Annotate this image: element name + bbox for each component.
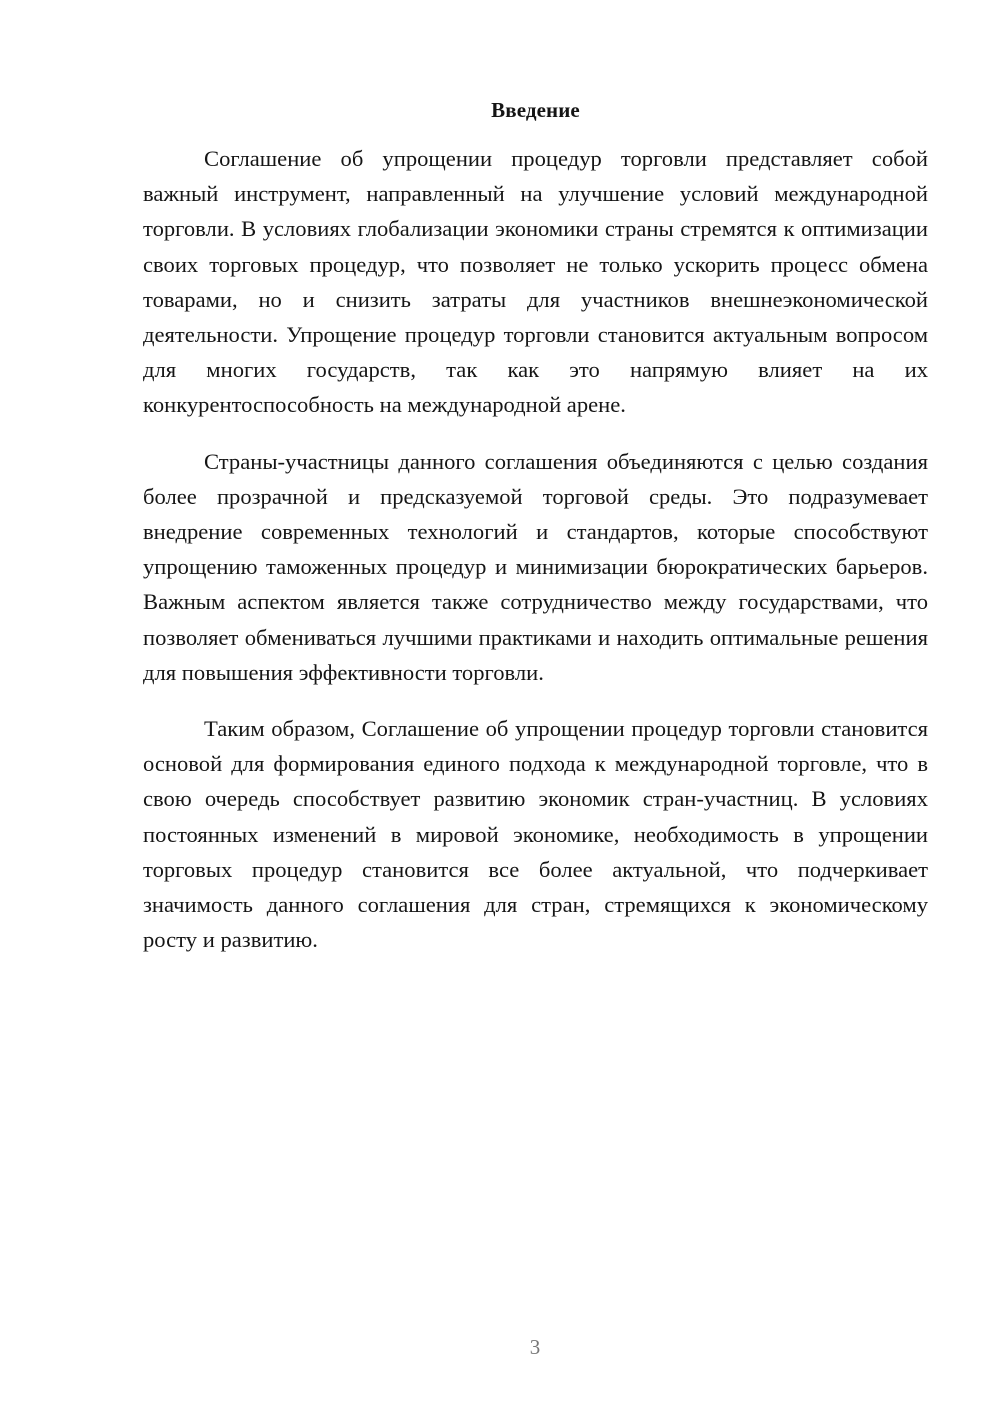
paragraph-2: Страны-участницы данного соглашения объединяются с целью создания более прозрачной и предсказуемой торговой среды. Это подразумевает внедрение современных технологий и стандартов, которые способствуют упрощению таможенных процедур и минимизации бюрократических барьеров. Важным аспектом является также сотрудничество между государствами, что позволяет обмениваться лучшими практиками и находить оптимальные решения для повышения эффективности торговли. [143,448,928,685]
section-heading: Введение [491,98,580,122]
body-text [143,141,928,978]
paragraph-1: Соглашение об упрощении процедур торговли представляет собой важный инструмент, направленный на улучшение условий международной торговли. В условиях глобализации экономики страны стремятся к оптимизации своих торговых процедур, что позволяет не только ускорить процесс обмена товарами, но и снизить затраты для участников внешнеэкономической деятельности. Упрощение процедур торговли становится актуальным вопросом для многих государств, так как это напрямую влияет на их конкурентоспособность на международной арене. [143,146,928,418]
paragraph-3: Таким образом, Соглашение об упрощении процедур торговли становится основой для формирования единого подхода к международной торговле, что в свою очередь способствует развитию экономик стран-участниц. В условиях постоянных изменений в мировой экономике, необходимость в упрощении торговых процедур становится все более актуальной, что подчеркивает значимость данного соглашения для стран, стремящихся к экономическому росту и развитию. [143,716,928,953]
page-number: 3 [529,1335,541,1359]
